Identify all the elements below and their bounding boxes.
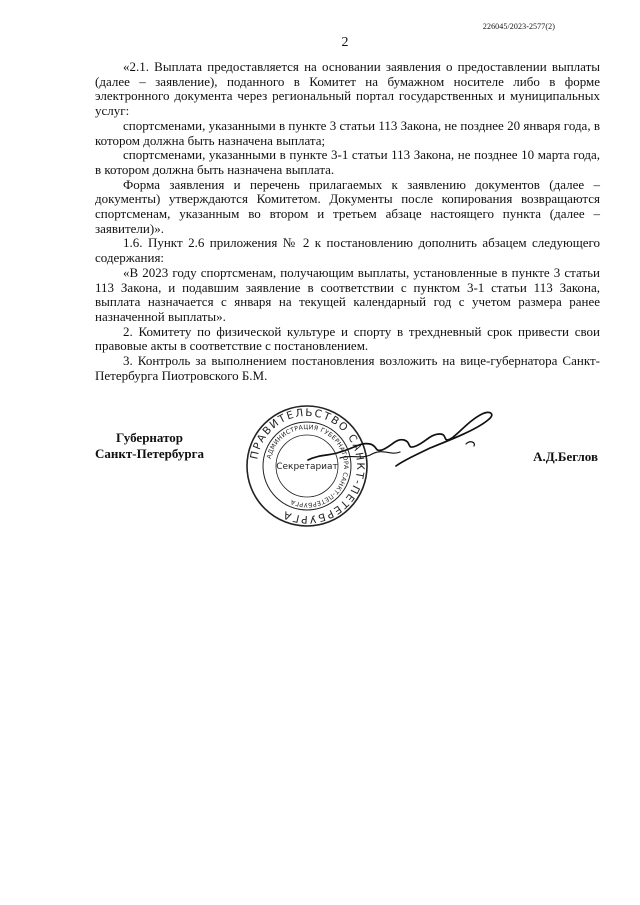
signatory-name: А.Д.Беглов: [533, 449, 598, 464]
svg-text:АДМИНИСТРАЦИЯ ГУБЕРНАТОРА САНК: АДМИНИСТРАЦИЯ ГУБЕРНАТОРА САНКТ-ПЕТЕРБУРГА: [265, 423, 350, 509]
svg-text:Секретариат: Секретариат: [276, 462, 338, 472]
signatory-position: [95, 430, 204, 462]
page-number: 2: [341, 35, 349, 50]
paragraph: 1.6. Пункт 2.6 приложения № 2 к постановлению дополнить абзацем следующего содержания:: [95, 235, 600, 266]
svg-text:ПРАВИТЕЛЬСТВО САНКТ-ПЕТЕРБУРГА: ПРАВИТЕЛЬСТВО САНКТ-ПЕТЕРБУРГА: [248, 406, 367, 526]
paragraph: спортсменами, указанными в пункте 3 статьи 113 Закона, не позднее 20 января года, в котором должна быть назначена выплата;: [95, 117, 600, 148]
paragraph: 3. Контроль за выполнением постановления возложить на вице-губернатора Санкт-Петербурга Пиотровского Б.М.: [95, 353, 600, 383]
paragraph: «В 2023 году спортсменам, получающим выплаты, установленные в пункте 3 статьи 113 Закона, и подавшим заявление в соответствии с пунктом 3-1 статьи 113 Закона, выплата назначается с января на текущей календарный год с учетом размера ранее назначенной выплаты».: [95, 264, 600, 324]
paragraph: «2.1. Выплата предоставляется на основании заявления о предоставлении выплаты (далее – заявление), поданного в Комитет на бумажном носителе либо в форме электронного документа через региональный портал государственных и муниципальных услуг:: [95, 59, 600, 119]
paragraph: спортсменами, указанными в пункте 3-1 статьи 113 Закона, не позднее 10 марта года, в котором должна быть назначена выплата.: [95, 147, 600, 177]
position-title: Губернатор: [115, 430, 184, 445]
paragraph: 2. Комитету по физической культуре и спорту в трехдневный срок привести свои правовые акты в соответствие с постановлением.: [95, 323, 600, 354]
document-body: [95, 60, 600, 383]
handwritten-signature-icon: [300, 404, 500, 476]
position-region: Санкт-Петербурга: [95, 446, 204, 461]
document-registration-number: 226045/2023-2577(2): [482, 22, 555, 31]
paragraph: Форма заявления и перечень прилагаемых к заявлению документов (далее – документы) утверждаются Комитетом. Документы после копирования возвращаются спортсменам, указанным во втором и третьем абзаце настоящего пункта (далее – заявители)».: [95, 176, 600, 236]
